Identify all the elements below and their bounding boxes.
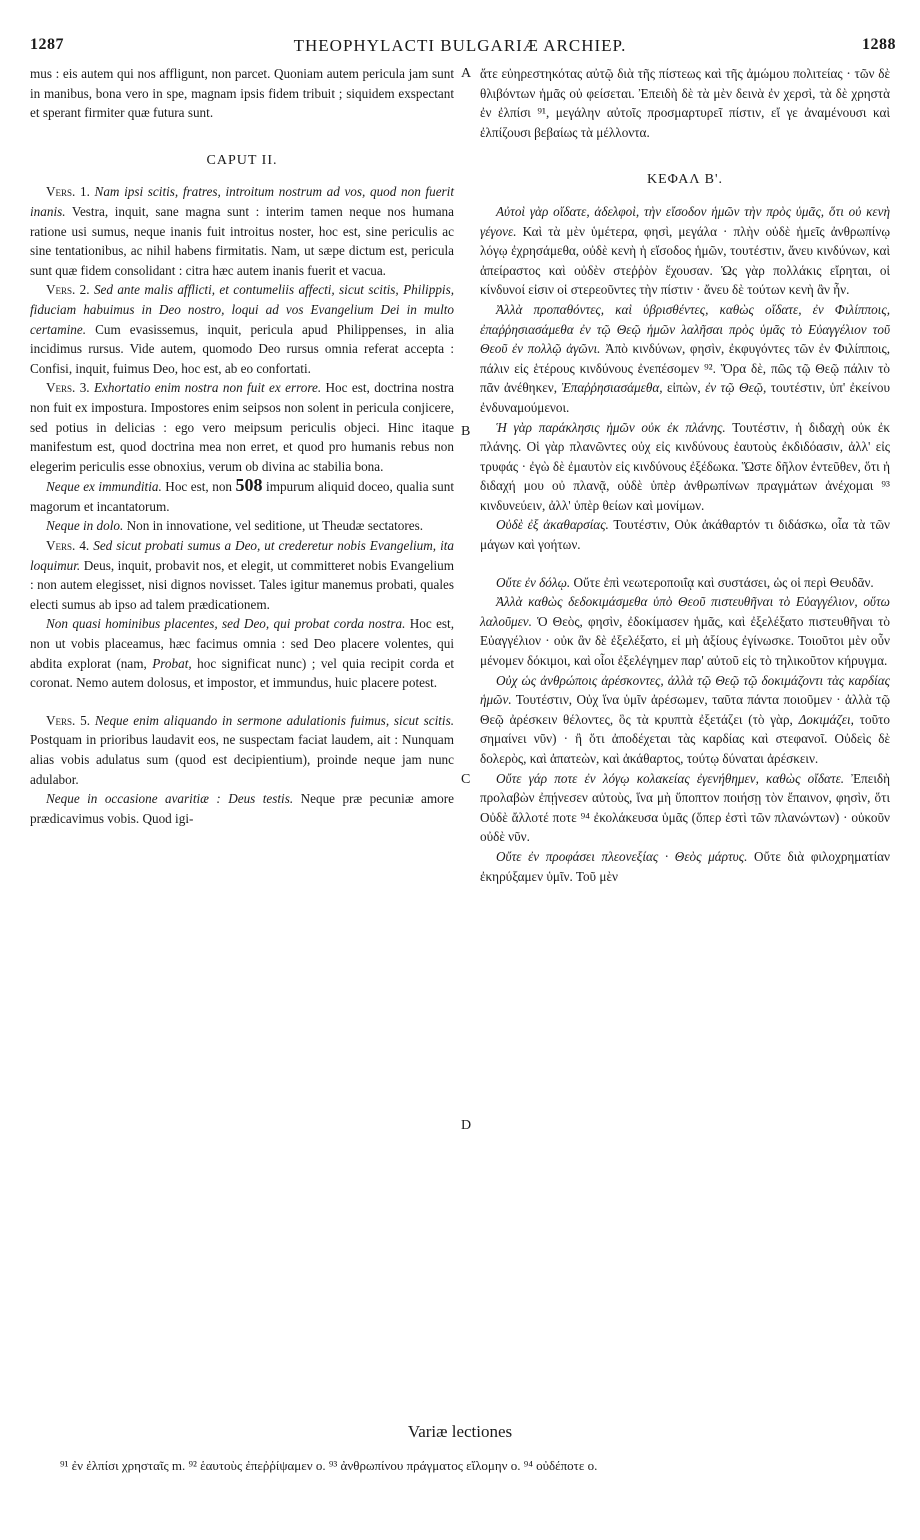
greek-column — [480, 64, 890, 886]
verse-lemma: Οὐχ ὡς ἀνθρώποις ἀρέσκοντες, ἀλλὰ τῷ Θεῷ τῷ δοκιμάζοντι τὰς καρδίας ἡμῶν. — [480, 672, 890, 708]
verse-commentary: Neque præ pecuniæ amore prædicavimus vobis. Quod igi- — [30, 791, 454, 826]
latin-verse-3 — [30, 378, 454, 476]
latin-immunditia — [30, 476, 454, 516]
greek-chapter-heading: ΚΕΦΑΛ Β'. — [647, 172, 723, 188]
latin-chapter-heading: CAPUT II. — [206, 152, 278, 168]
latin-verse-4 — [30, 536, 454, 614]
latin-hominibus — [30, 614, 454, 692]
latin-column — [30, 64, 454, 828]
verse-commentary: impurum aliquid doceo, qualia sunt magorum et incantatorum. — [30, 479, 455, 514]
verse-lemma: Neque in occasione avaritiæ : Deus testis. — [46, 791, 294, 807]
verse-lemma: Ἀλλὰ καθὼς δεδοκιμάσμεθα ὑπὸ Θεοῦ πιστευθῆναι τὸ Εὐαγγέλιον, οὕτω λαλοῦμεν. — [480, 594, 890, 629]
verse-commentary: hoc significat nunc) ; vel quia recipit corda et coronat. Nemo autem dolosus, et impostor, et immundus, huic placere potest. — [30, 655, 455, 691]
verse-commentary: Hoc est, doctrina nostra non fuit ex impostura. Impostores enim seipsos non solent in pericula conjicere, sed potius in delicias : ego vero meipsum periculis objeci. Hinc itaque manifestum est, quod doctrina mea non erret, et quod pro humanis rebus non elegerim periculis esse obnoxius, verum ob divina ac stabilia bona. — [30, 380, 455, 474]
verse-lemma: Neque enim aliquando in sermone adulationis fuimus, sicut scitis. — [94, 712, 455, 728]
margin-mark-a: A — [461, 66, 472, 81]
verse-lemma: Nam ipsi scitis, fratres, introitum nostrum ad vos, quod non fuerit inanis. — [30, 184, 455, 219]
verse-commentary: Postquam in prioribus laudavit eos, ne suspectam faciat laudem, ait : Nunquam alias vobis adulatus sum (quod est decipientium), proinde neque jam nunc adulabor. — [30, 732, 454, 787]
verse-lemma: Ἀλλὰ προπαθόντες, καὶ ὑβρισθέντες, καθὼς οἴδατε, ἐν Φιλίπποις, ἐπαῤῥησιασάμεθα ἐν τῷ Θεῷ ἡμῶν λαλῆσαι πρὸς ὑμᾶς τὸ Εὐαγγέλιον τοῦ Θεοῦ ἐν πολλῷ ἀγῶνι. — [480, 301, 890, 357]
verse-commentary: εἰπὼν, — [666, 380, 701, 396]
verse-commentary: Ἐπειδὴ προλαβὼν ἐπῄνεσεν αὐτοὺς, ἵνα μὴ ὕποπτον ποιήσῃ τὸν ἔπαινον, φησὶν, ὅτι Οὐδὲ ἄλλοτέ ποτε ⁹⁴ ἐκολάκευσα ὑμᾶς (ὅπερ ἐστὶ τῶν πλανώντων) · οὐκοῦν οὐδὲ νῦν. — [480, 770, 891, 845]
verse-lemma: Exhortatio enim nostra non fuit ex errore. — [94, 380, 322, 396]
verse-commentary: Τουτέστιν, ἡ διδαχὴ οὐκ ἐκ πλάνης. Οἱ γὰρ πλανῶντες οὐχ εἰς κινδύνους ἑαυτοὺς ἐκδιδόασιν, ἀλλ' εἰς τρυφάς · ἐγὼ δὲ ἐμαυτὸν εἰς κινδύνους ἐξέδωκα. Ὥστε δῆλον ἐντεῦθεν, ὅτι ἡ διδαχή μου οὐ πλανᾷ, οὐδὲ ὑπὲρ ἀνθρωπίνων πραγμάτων ἀνέχομαι ⁹³ κινδυνεύειν, ἀλλ' ὑπὲρ θείων καὶ μονίμων. — [480, 419, 891, 513]
greek-intro: ἄτε εὐηρεστηκότας αὐτῷ διὰ τῆς πίστεως καὶ τῆς ἀμώμου πολιτείας · τῶν δὲ θλιβόντων ἡμᾶς οὐ φείσεται. Ἐπειδὴ δὲ τὰ μὲν δεινὰ ἐν χερσὶ, τὰ δὲ χρηστὰ ἐν ἐλπίσι ⁹¹, μεγάλην αὐτοῖς προσμαρτυρεῖ πίστιν, εἴ γε ἀναμένουσι καὶ ἐλπίζουσι βεβαίως τὰ μέλλοντα. — [480, 66, 890, 140]
verse-lemma: Οὔτε ἐν δόλῳ. — [496, 574, 571, 590]
page-header — [0, 0, 920, 55]
verse-label: Vers. 4. — [46, 538, 90, 554]
greek-dolo — [480, 573, 890, 593]
variae-lectiones-notes: ⁹¹ ἐν ἐλπίσι χρησταῖς m. ⁹² ἑαυτοὺς ἐπεῤῥίψαμεν o. ⁹³ ἀνθρωπίνου πράγματος εἵλομην o. ⁹⁴ οὐδέποτε o. — [60, 1458, 598, 1473]
latin-intro: mus : eis autem qui nos affligunt, non parcet. Quoniam autem pericula jam sunt in manibus, bona vero in spe, magnam ipsis fidem tribuit ; siquidem exspectant et sperant firmiter quæ futura sunt. — [30, 66, 454, 121]
verse-commentary: Ἀπὸ κινδύνων, φησὶν, ἐκφυγόντες τῶν ἐν Φιλίπποις, πάλιν εἰς ἑτέρους κινδύνους ἐνεπέσομεν ⁹². Ὅρα δὲ, πῶς τῷ Θεῷ πάλιν τὸ πᾶν ἀνέθηκεν, — [480, 341, 890, 396]
verse-commentary: Τουτέστιν, Οὐκ ἀκάθαρτόν τι διδάσκω, οἷα τὰ τῶν μάγων καὶ γοήτων. — [480, 517, 891, 553]
greek-verse-1 — [480, 202, 890, 300]
verse-lemma: Αὐτοὶ γὰρ οἴδατε, ἀδελφοὶ, τὴν εἴσοδον ἡμῶν τὴν πρὸς ὑμᾶς, ὅτι οὐ κενὴ γέγονε. — [480, 203, 890, 239]
verse-label: Vers. 3. — [46, 380, 90, 396]
verse-lemma: Οὔτε ἐν προφάσει πλεονεξίας · Θεὸς μάρτυς. — [496, 848, 748, 864]
greek-verse-4 — [480, 592, 890, 670]
verse-commentary: Non in innovatione, vel seditione, ut Theudæ sectatores. — [126, 518, 424, 534]
greek-akatharsia — [480, 515, 890, 554]
margin-mark-c: C — [461, 772, 471, 787]
latin-verse-2 — [30, 280, 454, 378]
greek-verse-2 — [480, 300, 890, 418]
latin-avaritia — [30, 789, 454, 828]
verse-commentary: τοῦτο σημαίνει νῦν) · ἢ ὅτι ἀποδέχεται τὰς καρδίας καὶ στεφανοῖ. Οὐδεὶς δὲ δολερὸς, καὶ ἀπατεὼν, καὶ ἀκάθαρτος, τούτῳ δύναται ἀρέσκειν. — [480, 711, 890, 766]
verse-commentary: Deus, inquit, probavit nos, et elegit, ut committeret nobis Evangelium : non autem elegisset, nisi dignos novisset. Tales igitur manemus probati, quales electi sumus ab ipso ad talem prædicationem. — [30, 557, 455, 612]
greek-anthropois — [480, 671, 890, 769]
verse-lemma: Neque ex immunditia. — [46, 479, 162, 495]
margin-mark-b: B — [461, 424, 471, 439]
column-number: 508 — [235, 475, 263, 496]
verse-commentary: Hoc est, non — [165, 479, 233, 495]
verse-commentary: Τουτέστιν, Οὐχ ἵνα ὑμῖν ἀρέσωμεν, ταῦτα πάντα ποιοῦμεν · ἀλλὰ τῷ Θεῷ ἀρέσκειν θέλοντες, ὃς τὰ κρυπτὰ ἐξετάζει (τὸ γὰρ, — [480, 692, 891, 727]
verse-commentary: Vestra, inquit, sane magna sunt : interim tamen neque nos humana ratione usi sumus, neque inanis fuit introitus noster, hoc est, sine periculis ac sine tentationibus, ac nihil habens firmitatis. Nam, ut sæpe dictum est, pericula sunt quæ fidem consolidant : citra hæc autem inanis fuerit et vacua. — [30, 203, 455, 278]
latin-dolo — [30, 516, 454, 536]
verse-lemma: Sed ante malis afflicti, et contumeliis affecti, sicut scitis, Philippis, fiduciam habuimus in Deo nostro, loqui ad vos Evangelium Dei in multo certamine. — [30, 282, 454, 337]
running-title: THEOPHYLACTI BULGARIÆ ARCHIEP. — [293, 36, 627, 55]
verse-commentary: Οὔτε διὰ φιλοχρηματίαν ἐκηρύξαμεν ὑμῖν. Τοῦ μὲν — [480, 848, 890, 884]
verse-commentary: Καὶ τὰ μὲν ὑμέτερα, φησὶ, μεγάλα · πλὴν οὐδὲ ἡμεῖς ἀνθρωπίνῳ λόγῳ ἐχρησάμεθα, οὐδὲ κενὴ ἡ εἴσοδος ἡμῶν, τουτέστιν, ἄνευ κινδύνων, καὶ ἀπείραστος καὶ οὐδὲν στεῤῥὸν ἔχουσαν. Ὡς γὰρ πολλάκις εἴρηται, οἱ κίνδυνοί εἰσιν οἱ στερεοῦντες τὴν πίστιν · ἄνευ δὲ τούτων κενὴ ἂν ἦν. — [480, 223, 890, 298]
quoted-word: Ἐπαῤῥησιασάμεθα, — [561, 380, 663, 396]
verse-commentary: Οὔτε ἐπὶ νεωτεροποιΐᾳ καὶ συστάσει, ὡς οἱ περὶ Θευδᾶν. — [573, 574, 874, 590]
verse-label: Vers. 5. — [46, 712, 91, 728]
verse-commentary: Hoc est, non ut vobis placeamus, hæc facimus omnia : sed Deo placere volentes, qui abdita explorat (nam, — [30, 616, 455, 671]
page-number-left: 1287 — [30, 36, 64, 53]
greek-pleonexia — [480, 847, 890, 886]
verse-lemma: Ἡ γὰρ παράκλησις ἡμῶν οὐκ ἐκ πλάνης. — [496, 419, 726, 435]
margin-mark-d: D — [461, 1118, 472, 1133]
quoted-word: ἐν τῷ Θεῷ, — [705, 380, 767, 396]
quoted-word: Probat, — [152, 655, 192, 671]
verse-lemma: Sed sicut probati sumus a Deo, ut crederetur nobis Evangelium, ita loquimur. — [30, 538, 455, 573]
verse-lemma: Non quasi hominibus placentes, sed Deo, qui probat corda nostra. — [46, 616, 406, 632]
latin-verse-1 — [30, 182, 454, 280]
verse-label: Vers. 2. — [46, 282, 90, 298]
greek-verse-3 — [480, 418, 890, 516]
verse-lemma: Οὐδὲ ἐξ ἀκαθαρσίας. — [496, 517, 609, 533]
page-number-right: 1288 — [862, 36, 896, 53]
verse-lemma: Οὔτε γάρ ποτε ἐν λόγῳ κολακείας ἐγενήθημεν, καθὼς οἴδατε. — [496, 770, 845, 786]
verse-commentary: Ὁ Θεὸς, φησὶν, ἐδοκίμασεν ἡμᾶς, καὶ ἐξελέξατο πιστευθῆναι τὸ Εὐαγγέλιον · οὐκ ἂν δὲ ἐξελέξατο, εἰ μὴ ἀξίους ἐγίνωσκε. Τοιοῦτοι μὲν οὖν μένομεν δόκιμοι, καὶ οἷοι ἐξελέγημεν παρ' αὐτοῦ εἰς τὸ τηλικοῦτον κήρυγμα. — [480, 613, 891, 669]
quoted-word: Δοκιμάζει, — [798, 711, 854, 727]
variae-lectiones-heading: Variæ lectiones — [407, 1422, 513, 1441]
verse-commentary: Cum evasissemus, inquit, pericula apud Philippenses, in alia incidimus rursus. Vide autem, quomodo Deo rursus omnia referat accepta : Confisi, inquit, fuimus Deo, hoc est, ab eo confortati. — [30, 321, 455, 376]
verse-commentary: τουτέστιν, ὑπ' ἐκείνου ἐνδυναμούμενοι. — [480, 380, 890, 415]
verse-label: Vers. 1. — [46, 184, 90, 200]
greek-verse-5 — [480, 769, 890, 847]
verse-lemma: Neque in dolo. — [46, 518, 124, 534]
latin-verse-5 — [30, 711, 454, 789]
